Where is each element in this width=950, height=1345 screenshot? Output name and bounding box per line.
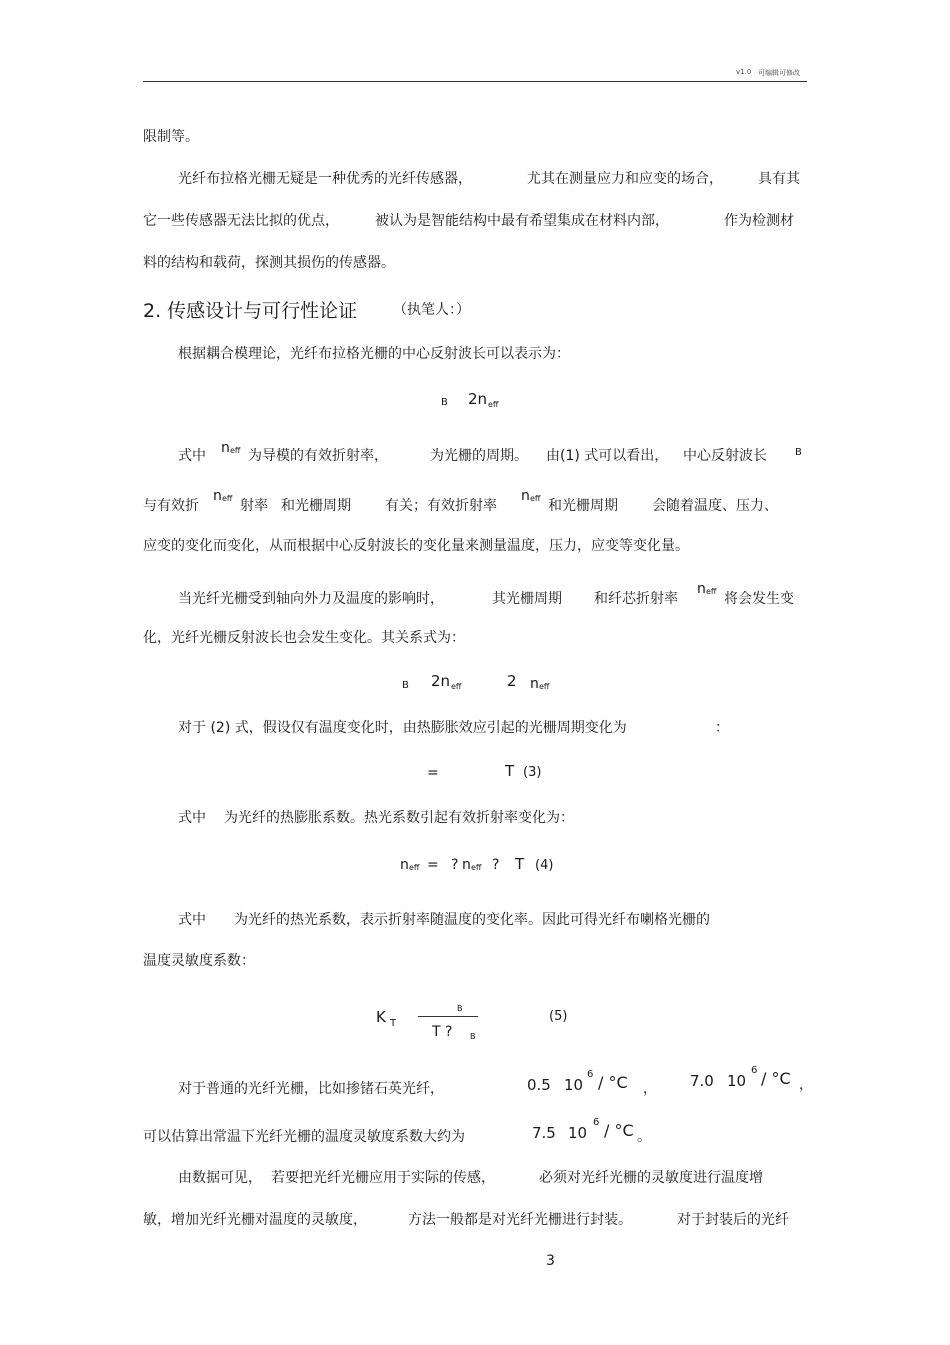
p8-v1: 0.5 [527,1076,551,1094]
page-number: 3 [546,1253,555,1269]
p3-l2b: 射率 [240,498,268,514]
p3-l2-neff1-n: n [213,488,222,504]
p8-a: 对于普通的光纤光栅，比如掺锗石英光纤， [178,1081,444,1097]
p6-b: 为光纤的热膨胀系数。热光系数引起有效折射率变化为： [224,810,574,826]
p3-l3: 应变的变化而变化，从而根据中心反射波长的变化量来测量温度，压力，应变等变化量。 [143,538,689,554]
p10-l2c: 对于封装后的光纤 [677,1212,789,1228]
eq3-t: T [505,762,515,780]
eq5-number: (5) [549,1009,568,1024]
eq5-denominator-b: B [470,1032,476,1041]
p7-a: 式中 [178,912,206,928]
eq1-sub-eff: eff [488,400,499,409]
p6-a: 式中 [178,810,206,826]
eq2-t1: 2n [431,672,451,690]
p8-ten2: 10 [727,1072,747,1090]
p10-a: 由数据可见， [178,1170,262,1186]
eq4-n: n [400,857,409,873]
p3-neff-n: n [221,440,230,456]
p1-line2-b: 被认为是智能结构中最有希望集成在材料内部， [375,213,669,229]
eq4-n2: n [462,857,471,873]
eq5-denominator: T ? [432,1024,453,1040]
p1-line2-c: 作为检测材 [724,213,794,229]
eq1-sub-b: B [441,397,448,408]
header-note: 可编辑可修改 [758,69,800,77]
p3-e: 中心反射波长 [683,448,767,464]
intro-tail: 限制等。 [143,129,199,145]
p8-ten1: 10 [564,1076,584,1094]
p3-l2e: 和光栅周期 [548,498,618,514]
eq2-eff1: eff [451,682,462,691]
p9-exp: 6 [593,1117,600,1128]
section-title: 2. 传感设计与可行性论证 [143,300,358,322]
p4-b: 其光栅周期 [492,591,562,607]
p3-l2d: 有关；有效折射率 [385,498,497,514]
p9-a: 可以估算出常温下光纤光栅的温度灵敏度系数大约为 [143,1129,465,1145]
p5-a: 对于 (2) 式，假设仅有温度变化时，由热膨胀效应引起的光栅周期变化为 [178,720,627,736]
eq5-fraction-line [418,1016,478,1017]
eq5-numerator-b: B [457,1004,463,1013]
p8-exp2: 6 [751,1065,758,1076]
p3-l2-neff2-sub: eff [530,494,541,503]
p9-unit: / °C [604,1121,634,1140]
p1-line3: 料的结构和载荷，探测其损伤的传感器。 [143,255,395,271]
section-author: （执笔人：） [393,302,470,318]
p3-sub-b: B [795,447,802,458]
header-version: v1.0 [736,68,752,76]
p1-line1-c: 具有其 [758,171,800,187]
p8-unit2: / °C [761,1069,791,1088]
p10-l2a: 敏，增加光纤光栅对温度的灵敏度， [143,1212,367,1228]
p9-end: 。 [637,1129,651,1145]
p8-v2: 7.0 [690,1072,714,1090]
p3-l2a: 与有效折 [143,498,199,514]
p8-comma2: ， [799,1077,813,1093]
p3-a: 式中 [178,448,206,464]
eq2-t3: n [530,676,539,692]
p3-b: 为导模的有效折射率， [248,448,388,464]
eq5-k: K [376,1008,386,1026]
header-rule [143,81,807,82]
eq4-eq: = [427,857,439,873]
p5-b: ： [715,720,729,736]
eq3-eq: = [427,765,439,781]
p1-line1-b: 尤其在测量应力和应变的场合， [527,171,723,187]
p4-c: 和纤芯折射率 [594,591,678,607]
p7-b: 为光纤的热光系数，表示折射率随温度的变化率。因此可得光纤布喇格光栅的 [234,912,710,928]
p3-neff-sub: eff [230,446,241,455]
p4-a: 当光纤光栅受到轴向外力及温度的影响时， [178,591,444,607]
p2: 根据耦合模理论，光纤布拉格光栅的中心反射波长可以表示为： [178,346,570,362]
p9-v: 7.5 [532,1124,556,1142]
p3-l2-neff2-n: n [521,488,530,504]
p9-ten: 10 [568,1124,588,1142]
p7-l2: 温度灵敏度系数： [143,953,255,969]
p4-neff-sub: eff [706,587,717,596]
p8-exp1: 6 [587,1069,594,1080]
p1-line2-a: 它一些传感器无法比拟的优点， [143,213,339,229]
eq3-number: (3) [523,765,542,780]
p3-l2-neff1-sub: eff [222,494,233,503]
p4-d: 将会发生变 [724,591,794,607]
p8-unit1: / °C [598,1073,628,1092]
p4-neff-n: n [697,581,706,597]
p3-d: 由(1) 式可以看出， [546,448,669,464]
eq4-eff: eff [409,863,420,872]
p3-c: 为光栅的周期。 [430,448,528,464]
eq5-sub-t: T [390,1018,397,1029]
eq4-eff2: eff [471,863,482,872]
eq4-q2: ? [492,857,500,873]
p10-l2b: 方法一般都是对光纤光栅进行封装。 [408,1212,632,1228]
p1-line1-a: 光纤布拉格光栅无疑是一种优秀的光纤传感器， [178,171,472,187]
p3-l2c: 和光栅周期 [281,498,351,514]
eq2-eff2: eff [539,682,550,691]
p8-comma1: ， [643,1081,657,1097]
p3-l2f: 会随着温度、压力、 [652,498,778,514]
eq4-q1: ? [451,857,459,873]
eq4-number: (4) [535,858,554,873]
p4-l2: 化，光纤光栅反射波长也会发生变化。其关系式为： [143,630,465,646]
eq1-main: 2n [468,390,488,408]
p10-c: 必须对光纤光栅的灵敏度进行温度增 [539,1170,763,1186]
p10-b: 若要把光纤光栅应用于实际的传感， [271,1170,495,1186]
eq2-sub-b: B [402,680,409,691]
eq4-t: T [515,855,525,873]
eq2-t2: 2 [507,672,517,690]
